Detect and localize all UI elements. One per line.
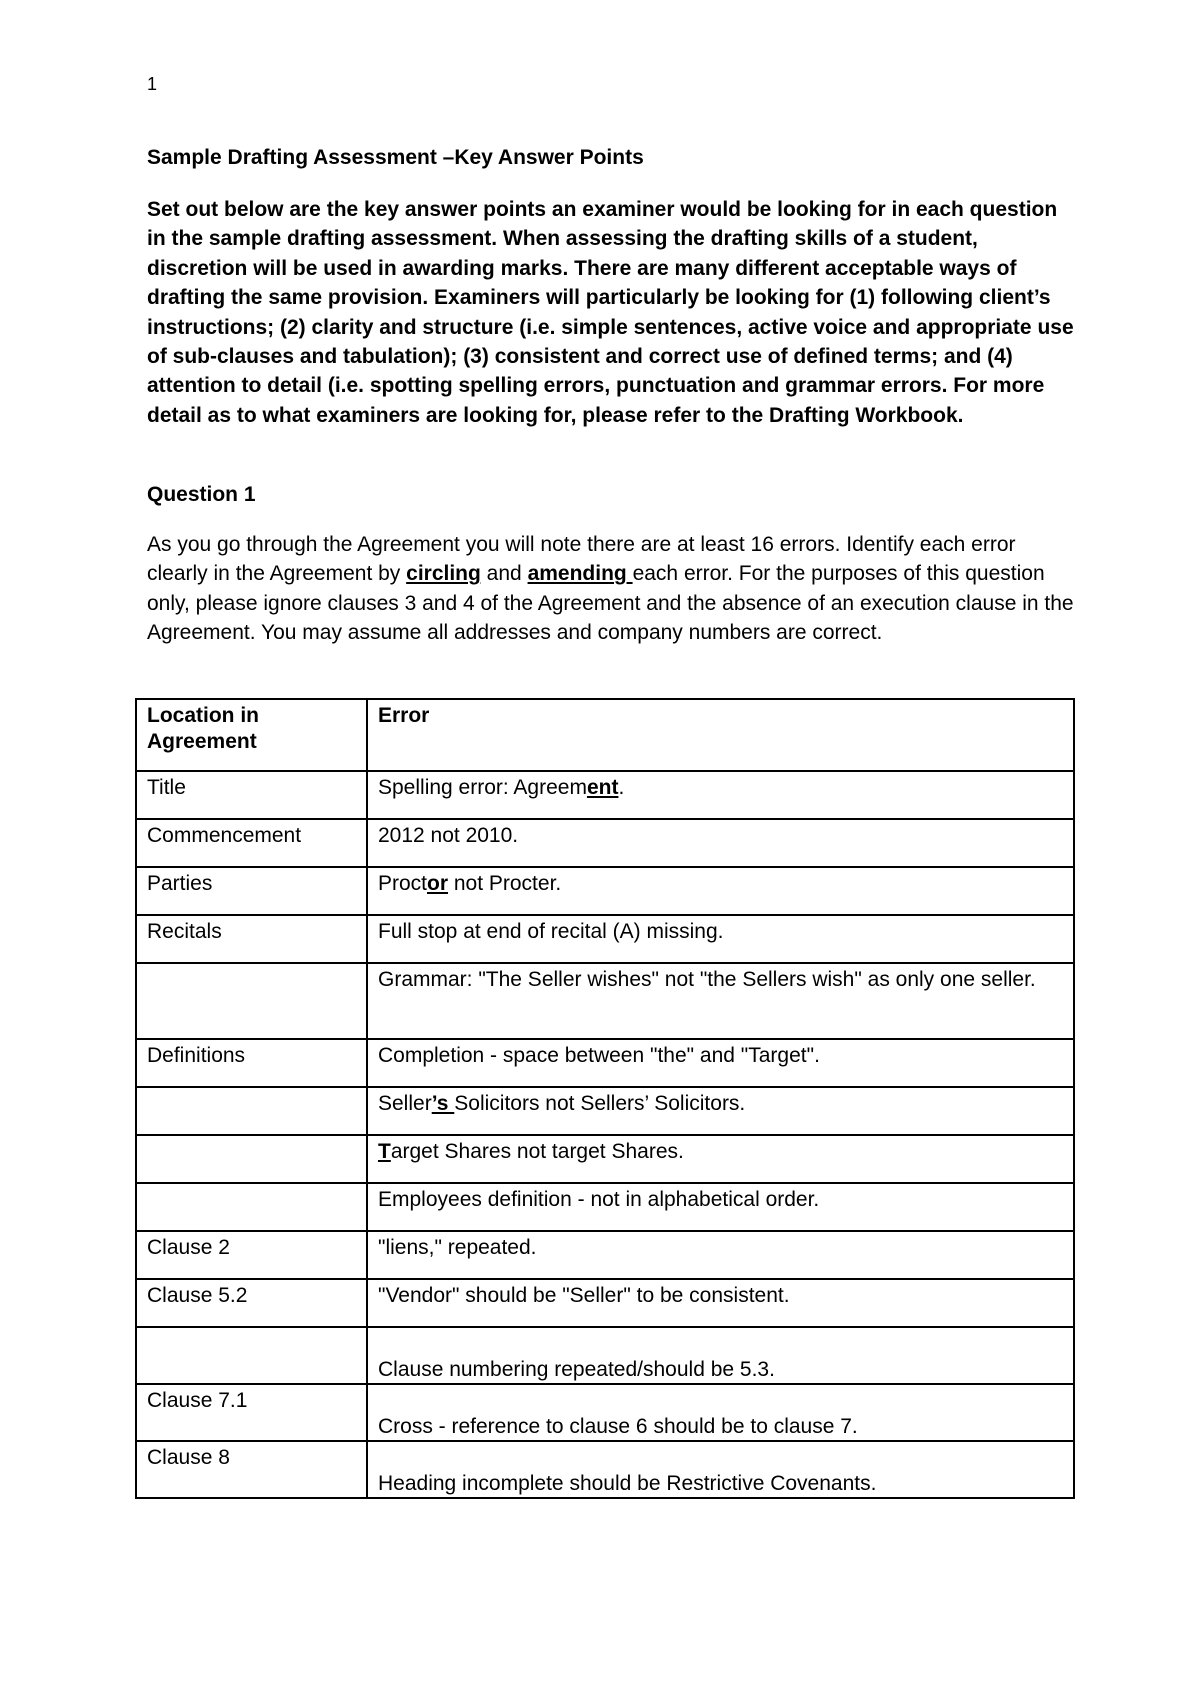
location-cell [136,1183,367,1231]
table-header-row [136,699,1074,771]
table-row [136,1327,1074,1384]
correction-emphasis: T [378,1140,391,1163]
table-row [136,915,1074,963]
table-row [136,1135,1074,1183]
error-cell [367,1135,1074,1183]
document-title: Sample Drafting Assessment –Key Answer Points [147,146,644,169]
error-cell: Completion - space between "the" and "Target". [367,1039,1074,1087]
table-row [136,867,1074,915]
error-cell: Clause numbering repeated/should be 5.3. [367,1327,1074,1384]
table-row [136,1087,1074,1135]
correction-emphasis: or [427,872,449,895]
location-cell: Parties [136,867,367,915]
table-row [136,1039,1074,1087]
amending-emphasis: amending [527,562,633,586]
error-text: Seller [378,1092,432,1115]
table-row [136,819,1074,867]
error-cell [367,771,1074,819]
table-row [136,1279,1074,1327]
table-row [136,1231,1074,1279]
page-number: 1 [147,74,158,94]
table-row [136,1183,1074,1231]
error-cell [367,1087,1074,1135]
error-text: Proct [378,872,428,895]
location-cell [136,963,367,1039]
question-text-and: and [480,562,528,586]
error-cell: Grammar: "The Seller wishes" not "the Sellers wish" as only one seller. [367,963,1074,1039]
error-cell: Full stop at end of recital (A) missing. [367,915,1074,963]
error-cell [367,867,1074,915]
error-text: . [618,776,625,799]
question-text-part-2: each error. For the purposes of this question only, please ignore clauses 3 and 4 of the Agreement and the absence of an execution clause in the Agreement. You may assume all addresses and company numbers are correct. [147,562,1074,645]
circling-emphasis: circling [406,562,481,586]
error-text: Solicitors not Sellers’ Solicitors. [454,1092,746,1115]
location-cell: Title [136,771,367,819]
correction-emphasis: ent [586,776,619,799]
location-cell: Clause 7.1 [136,1384,367,1441]
error-cell: "Vendor" should be "Seller" to be consistent. [367,1279,1074,1327]
errors-table [135,698,1075,1499]
error-text: not Procter. [448,872,562,895]
location-cell: Commencement [136,819,367,867]
location-cell [136,1327,367,1384]
question-text [147,530,1077,648]
question-heading: Question 1 [147,483,256,506]
location-cell: Clause 5.2 [136,1279,367,1327]
table-row [136,1441,1074,1498]
table-row [136,771,1074,819]
error-cell: Employees definition - not in alphabetical order. [367,1183,1074,1231]
error-cell: Cross - reference to clause 6 should be to clause 7. [367,1384,1074,1441]
location-cell: Clause 8 [136,1441,367,1498]
question-text-part-1: As you go through the Agreement you will note there are at least 16 errors. Identify each error clearly in the Agreement by [147,533,1016,586]
error-cell: Heading incomplete should be Restrictive Covenants. [367,1441,1074,1498]
header-location: Location in Agreement [136,699,367,771]
header-error: Error [367,699,1074,771]
intro-paragraph: Set out below are the key answer points an examiner would be looking for in each question in the sample drafting assessment. When assessing the drafting skills of a student, discretion will be used in awarding marks. There are many different acceptable ways of drafting the same provision. Examiners will particularly be looking for (1) following client’s instructions; (2) clarity and structure (i.e. simple sentences, active voice and appropriate use of sub-clauses and tabulation); (3) consistent and correct use of defined terms; and (4) attention to detail (i.e. spotting spelling errors, punctuation and grammar errors. For more detail as to what examiners are looking for, please refer to the Drafting Workbook. [147,198,1074,427]
location-cell: Definitions [136,1039,367,1087]
table-row [136,1384,1074,1441]
location-cell: Recitals [136,915,367,963]
correction-emphasis: ’s [431,1092,455,1115]
error-cell: 2012 not 2010. [367,819,1074,867]
error-cell: "liens," repeated. [367,1231,1074,1279]
table-row [136,963,1074,1039]
location-cell [136,1087,367,1135]
location-cell: Clause 2 [136,1231,367,1279]
location-cell [136,1135,367,1183]
error-text: Spelling error: Agreem [378,776,587,799]
error-text: arget Shares not target Shares. [390,1140,684,1163]
